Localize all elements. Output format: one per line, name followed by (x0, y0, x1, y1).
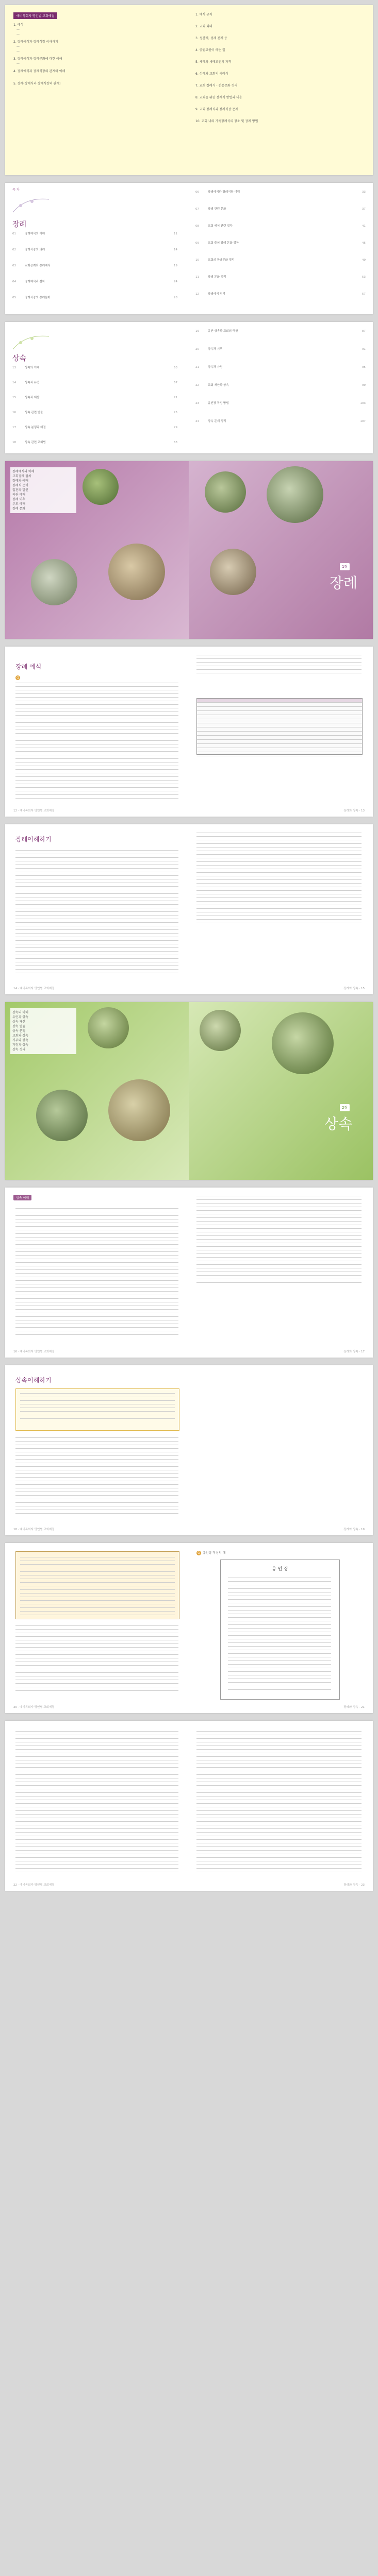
page-left (5, 5, 189, 175)
question-list: 1. 예식 — — 2. 장례예식과 장례식장 이해하기 — — 3. 장례예식과 장례문화에 대한 이해 — 4. 장례예식과 장례식장의 관계와 이해 — 5. 장례(장례식과 장례식장의 관계) (13, 23, 178, 86)
page-right (189, 1188, 373, 1358)
spread-toc-1 (5, 183, 373, 314)
footer-right: 장례와 상속 · 15 (343, 987, 365, 990)
leaf-ornament-icon (10, 331, 52, 352)
question-item: 5. 장례(장례식과 장례식장의 관계) (13, 82, 61, 86)
toc-row[interactable]: 11 장례 문화 정리 53 (195, 276, 366, 279)
body-text (196, 1196, 361, 1286)
list-item: 6. 성례와 교회의 세례식 (195, 72, 228, 76)
section-title: 장례 예식 (15, 663, 42, 670)
photo-circle (108, 1079, 170, 1141)
part-number: 2장 (340, 1104, 350, 1111)
spread-ch2-b (5, 1365, 373, 1535)
photo-circle (267, 466, 323, 523)
page-left (5, 824, 189, 994)
part-list-item: 상속 정리 (12, 1048, 26, 1052)
list-item: 10. 교회 내의 가족장례식의 장소 및 장례 방법 (195, 120, 258, 123)
list-item: 7. 교회 장례식 - 전통문화 정리 (195, 84, 238, 88)
toc-row[interactable]: 19 유산 상속과 교회의 역할 87 (195, 330, 366, 333)
toc-row[interactable]: 06 장례예식과 장례식장 이해 33 (195, 191, 366, 194)
spread-toc-2 (5, 322, 373, 453)
part-list-item: 상속 법률 (12, 1025, 26, 1028)
question-number-icon: Q (196, 1551, 201, 1555)
body-text (196, 1731, 361, 1875)
list-item: 4. 공원묘원이 하는 일 (195, 48, 225, 52)
part-list (10, 467, 76, 513)
right-list (195, 12, 366, 124)
question-number-icon: Q (15, 675, 20, 680)
leaf-ornament-icon (10, 194, 52, 215)
page-left (5, 1721, 189, 1891)
page-right (189, 1002, 373, 1180)
part-list-item: 가정과 상속 (12, 1043, 28, 1047)
part-list-item: 추모 예배 (12, 502, 26, 506)
toc-row[interactable]: 12 장례예식 정리 57 (195, 293, 366, 296)
toc-row[interactable]: 13 상속의 이해 63 (12, 366, 177, 369)
page-left (5, 183, 189, 314)
part-title: 장례 (330, 574, 358, 591)
toc-row[interactable]: 07 장례 관련 문화 37 (195, 208, 366, 211)
footer-left: 22 · 예비목회자 명인별 교회예절 (13, 1884, 55, 1887)
photo-circle (36, 1090, 88, 1141)
part-list-item: 장례 문화 (12, 507, 26, 511)
footer-right: 장례와 상속 · 21 (343, 1706, 365, 1709)
spread-part1-divider (5, 461, 373, 639)
page-left (5, 461, 189, 639)
toc-row[interactable]: 16 상속 관련 법률 75 (12, 411, 177, 414)
page-left (5, 1002, 189, 1180)
toc-row[interactable]: 24 상속 문제 정리 107 (195, 420, 366, 423)
spread-ch2-c (5, 1543, 373, 1713)
photo-circle (200, 1010, 241, 1051)
part-number: 1장 (340, 563, 350, 570)
body-text (196, 655, 361, 676)
body-text (15, 1437, 178, 1517)
toc-list-right (195, 329, 366, 424)
page-right (189, 824, 373, 994)
page-left (5, 1543, 189, 1713)
question-item: 2. 장례예식과 장례식장 이해하기 (13, 40, 58, 44)
toc-row[interactable]: 23 유언장 작성 방법 103 (195, 402, 366, 405)
toc-row[interactable]: 22 교회 재산과 상속 99 (195, 384, 366, 387)
toc-row[interactable]: 21 상속과 가정 95 (195, 366, 366, 369)
body-text (15, 1208, 178, 1338)
spread-ch1-b (5, 824, 373, 994)
question-item: 1. 예식 (13, 23, 24, 27)
page-right (189, 1365, 373, 1535)
part-list (10, 1008, 76, 1054)
footer-right: 장례와 상속 · 19 (343, 1528, 365, 1531)
footer-left: 14 · 예비목회자 명인별 교회예절 (13, 987, 55, 990)
toc-part-title: 장례 (12, 221, 27, 229)
part-list-item: 장례예식의 이해 (12, 470, 35, 473)
page-right (189, 647, 373, 817)
highlight-box (15, 1388, 179, 1431)
page-right (189, 5, 373, 175)
photo-circle (83, 469, 119, 505)
page-left (5, 322, 189, 453)
cover-tag: 예비목회자 명인별 교회예절 (13, 12, 57, 19)
toc-list (12, 366, 177, 445)
spread-part2-divider (5, 1002, 373, 1180)
question-item: 4. 장례예식과 장례식장의 관계와 이해 (13, 70, 65, 73)
body-text (15, 850, 178, 976)
page-left (5, 647, 189, 817)
part-list-item: 기부와 상속 (12, 1039, 28, 1042)
photo-circle (205, 471, 246, 513)
list-item: 2. 교회 회의 (195, 25, 212, 28)
photo-circle (88, 1007, 129, 1048)
part-list-item: 교회장례 절차 (12, 474, 31, 478)
part-list-item: 입관과 발인 (12, 488, 28, 492)
toc-row[interactable]: 09 교회 중심 장례 문화 정착 45 (195, 242, 366, 245)
part-list-item: 하관 예배 (12, 493, 26, 497)
toc-row[interactable]: 17 상속 분쟁과 해결 79 (12, 426, 177, 429)
part-list-item: 교회와 상속 (12, 1034, 28, 1038)
list-item: 1. 예식 규칙 (195, 13, 212, 16)
body-text (15, 1625, 178, 1694)
footer-right: 장례와 상속 · 17 (343, 1350, 365, 1353)
part-list-item: 상속 재산 (12, 1020, 26, 1024)
note-box (15, 1551, 179, 1619)
toc-row[interactable]: 18 상속 관련 교회법 83 (12, 441, 177, 444)
data-table (196, 698, 363, 755)
spread-ch2-a (5, 1188, 373, 1358)
part-list-item: 상속 분쟁 (12, 1029, 26, 1033)
toc-row[interactable]: 05 장례식장의 장례문화 28 (12, 296, 177, 299)
part-list-item: 유언과 상속 (12, 1015, 28, 1019)
list-item: 3. 성찬례, 성례 전례 등 (195, 37, 227, 40)
section-badge: 상속 이해 (13, 1195, 31, 1200)
list-item: 5. 세례와 세례교인의 자격 (195, 60, 232, 64)
photo-circle (108, 544, 165, 600)
page-right (189, 1543, 373, 1713)
toc-row[interactable]: 03 교회장례와 장례예식 19 (12, 264, 177, 267)
toc-row[interactable]: 15 상속과 재산 71 (12, 396, 177, 399)
page-left (5, 1365, 189, 1535)
part-list-item: 상속의 이해 (12, 1011, 28, 1014)
body-text (15, 1731, 178, 1875)
toc-list-right (195, 190, 366, 297)
toc-row[interactable]: 02 장례식장의 의례 14 (12, 248, 177, 251)
form-document (220, 1560, 340, 1700)
list-item: 9. 교회 장례식과 장례식장 문제 (195, 108, 238, 111)
footer-right: 장례와 상속 · 13 (343, 809, 365, 812)
toc-row[interactable]: 01 장례예식의 이해 11 (12, 232, 177, 235)
part-list-item: 장례 이후 (12, 498, 26, 501)
list-item: 8. 교회를 위한 장례식 방법과 내용 (195, 96, 242, 99)
page-left (5, 1188, 189, 1358)
form-caption: Q 유언장 작성의 예 (196, 1550, 225, 1555)
photo-circle (31, 559, 77, 605)
toc-label: 목 차 (12, 188, 20, 192)
photo-circle (272, 1012, 334, 1074)
question-item: 3. 장례예식과 장례문화에 대한 이해 (13, 57, 62, 61)
footer-left: 18 · 예비목회자 명인별 교회예절 (13, 1528, 55, 1531)
part-list-item: 장례식 준비 (12, 484, 28, 487)
part-title: 상속 (324, 1115, 353, 1132)
body-text (15, 683, 178, 802)
toc-row[interactable]: 08 교회 예식 관련 절차 41 (195, 225, 366, 228)
part-list-item: 장례와 예배 (12, 479, 28, 483)
form-title: 유 언 장 (272, 1567, 288, 1572)
spread-ch2-d (5, 1721, 373, 1891)
page-right (189, 461, 373, 639)
toc-part-title: 상속 (12, 354, 27, 363)
toc-list (12, 232, 177, 300)
footer-left: 12 · 예비목회자 명인별 교회예절 (13, 809, 55, 812)
toc-row[interactable]: 20 상속과 기부 91 (195, 348, 366, 351)
page-right (189, 322, 373, 453)
footer-left: 20 · 예비목회자 명인별 교회예절 (13, 1706, 55, 1709)
footer-left: 16 · 예비목회자 명인별 교회예절 (13, 1350, 55, 1353)
toc-row[interactable]: 04 장례예식과 절차 24 (12, 280, 177, 283)
spread-ch1-a (5, 647, 373, 817)
page-right (189, 1721, 373, 1891)
photo-circle (210, 549, 256, 595)
toc-row[interactable]: 14 상속과 유언 67 (12, 381, 177, 384)
body-text (196, 833, 361, 926)
toc-row[interactable]: 10 교회의 장례문화 정리 49 (195, 259, 366, 262)
section-title: 장례이해하기 (15, 836, 52, 843)
footer-right: 장례와 상속 · 23 (343, 1884, 365, 1887)
section-intro (15, 675, 22, 680)
section-title: 상속이해하기 (15, 1377, 52, 1384)
page-right (189, 183, 373, 314)
spread-cover (5, 5, 373, 175)
